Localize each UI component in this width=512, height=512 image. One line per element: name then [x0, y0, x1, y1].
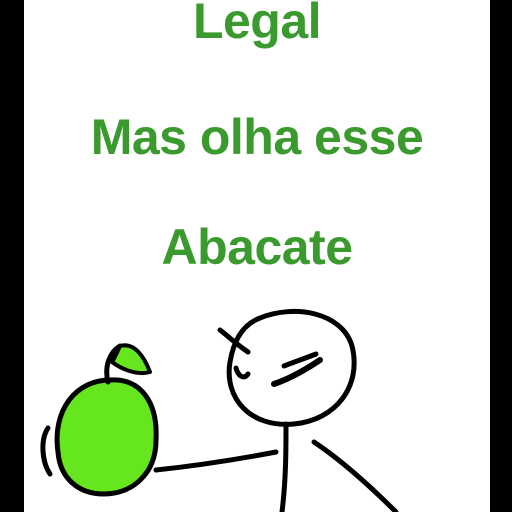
caption-line-mas-olha-esse: Mas olha esse [90, 109, 424, 165]
caption-line-abacate: Abacate [161, 219, 353, 275]
caption-line-legal: Legal [192, 0, 322, 49]
stick-figure-drawing [24, 0, 490, 512]
avocado-body [57, 380, 156, 494]
stick-figure-back-arm [314, 442, 396, 512]
stick-figure-arm [156, 452, 276, 470]
stick-figure-body [282, 424, 286, 512]
stick-figure-head [229, 311, 354, 424]
avocado-hand-edge [43, 428, 50, 474]
meme-panel [24, 0, 490, 512]
avocado-leaf [112, 345, 150, 373]
stick-figure-eye [236, 368, 248, 377]
